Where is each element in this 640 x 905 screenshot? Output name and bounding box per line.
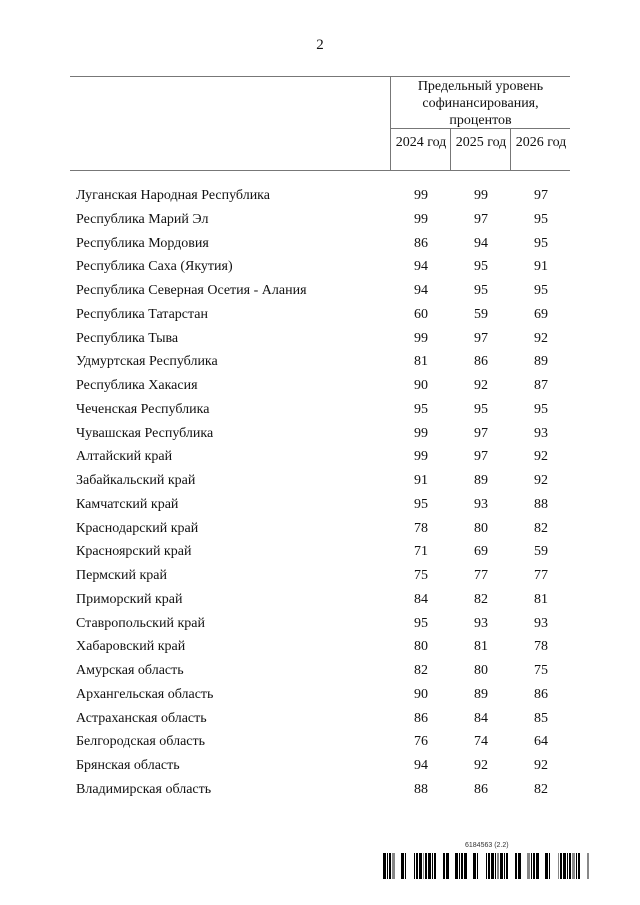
region-name: Красноярский край [76,544,192,560]
value-2026: 75 [534,663,548,679]
table-row [70,473,570,495]
value-2024: 86 [414,235,428,251]
value-2026: 81 [534,591,548,607]
value-2025: 97 [474,449,488,465]
value-2026: 86 [534,686,548,702]
barcode [383,853,590,879]
table-row [70,236,570,258]
barcode-text: 6184563 (2.2) [465,842,509,849]
region-name: Удмуртская Республика [76,354,218,370]
table-row [70,758,570,780]
value-2026: 85 [534,710,548,726]
region-name: Чеченская Республика [76,401,210,417]
table-row [70,188,570,210]
region-name: Владимирская область [76,782,212,797]
value-2024: 81 [414,354,428,370]
value-2026: 89 [534,354,548,370]
value-2024: 90 [414,686,428,702]
value-2025: 69 [474,544,488,560]
value-2026: 82 [534,520,548,536]
value-2024: 94 [414,283,428,299]
value-2024: 90 [414,378,428,394]
value-2026: 92 [534,449,548,465]
value-2025: 95 [474,401,488,417]
value-2025: 89 [474,473,488,489]
value-2024: 99 [414,211,428,227]
value-2025: 74 [474,734,488,750]
table-row [70,592,570,614]
value-2025: 95 [474,259,488,275]
value-2025: 86 [474,782,488,797]
table-row [70,687,570,709]
region-name: Пермский край [76,568,167,584]
value-2025: 84 [474,710,488,726]
column-group-header: Предельный уровень софинансирования, процентов [417,79,544,128]
value-2024: 84 [414,591,428,607]
region-name: Забайкальский край [76,473,196,489]
region-name: Белгородская область [76,734,206,750]
value-2025: 95 [474,283,488,299]
region-name: Приморский край [76,591,183,607]
region-name: Камчатский край [76,496,179,512]
value-2026: 93 [534,615,548,631]
value-2026: 77 [534,568,548,584]
value-2024: 94 [414,259,428,275]
table-row [70,378,570,400]
value-2025: 99 [474,188,488,203]
value-2025: 97 [474,330,488,346]
region-name: Республика Татарстан [76,306,209,322]
value-2026: 92 [534,473,548,489]
value-2026: 78 [534,639,548,655]
region-name: Брянская область [76,758,180,774]
year-header-2024: 2024 год [395,135,447,150]
value-2025: 81 [474,639,488,655]
table-row [70,449,570,471]
table-row [70,711,570,733]
value-2024: 95 [414,401,428,417]
region-name: Республика Саха (Якутия) [76,259,233,275]
table-row [70,639,570,661]
region-name: Ставропольский край [76,615,205,631]
value-2024: 99 [414,188,428,203]
value-2026: 95 [534,235,548,251]
value-2026: 87 [534,378,548,394]
value-2024: 76 [414,734,428,750]
region-name: Алтайский край [76,449,173,465]
table-row [70,212,570,234]
region-name: Республика Мордовия [76,235,209,251]
value-2024: 78 [414,520,428,536]
year-header-2026: 2026 год [515,135,567,150]
value-2024: 86 [414,710,428,726]
value-2024: 95 [414,496,428,512]
table-row [70,259,570,281]
value-2026: 97 [534,188,548,203]
value-2025: 82 [474,591,488,607]
table-row [70,521,570,543]
region-name: Хабаровский край [76,639,186,655]
value-2024: 82 [414,663,428,679]
value-2024: 88 [414,782,428,797]
value-2026: 91 [534,259,548,275]
value-2024: 99 [414,449,428,465]
table-row [70,307,570,329]
table-top-border [70,76,570,77]
value-2025: 93 [474,496,488,512]
value-2026: 59 [534,544,548,560]
table-row [70,402,570,424]
region-name: Республика Тыва [76,330,179,346]
value-2024: 99 [414,330,428,346]
value-2024: 91 [414,473,428,489]
value-2026: 82 [534,782,548,797]
value-2024: 60 [414,306,428,322]
value-2025: 93 [474,615,488,631]
table-row [70,568,570,590]
value-2024: 99 [414,425,428,441]
value-2025: 97 [474,425,488,441]
value-2026: 95 [534,283,548,299]
table-row [70,616,570,638]
value-2026: 95 [534,211,548,227]
table-row [70,354,570,376]
region-name: Республика Хакасия [76,378,198,394]
region-name: Архангельская область [76,686,214,702]
table-row [70,782,570,804]
table-row [70,426,570,448]
value-2025: 77 [474,568,488,584]
region-name: Астраханская область [76,710,207,726]
region-name: Чувашская Республика [76,425,214,441]
table-row [70,331,570,353]
value-2026: 64 [534,734,548,750]
table-row [70,544,570,566]
value-2026: 69 [534,306,548,322]
value-2024: 95 [414,615,428,631]
value-2026: 92 [534,758,548,774]
table-row [70,497,570,519]
value-2025: 97 [474,211,488,227]
value-2025: 92 [474,758,488,774]
value-2026: 95 [534,401,548,417]
table-row [70,663,570,685]
value-2025: 80 [474,663,488,679]
table-row [70,283,570,305]
value-2025: 94 [474,235,488,251]
region-name: Республика Северная Осетия - Алания [76,283,307,299]
value-2024: 71 [414,544,428,560]
value-2026: 88 [534,496,548,512]
page-number: 2 [316,37,324,53]
region-name: Луганская Народная Республика [76,188,270,203]
value-2025: 92 [474,378,488,394]
table-row [70,734,570,756]
region-name: Амурская область [76,663,184,679]
year-header-2025: 2025 год [455,135,507,150]
value-2026: 93 [534,425,548,441]
value-2025: 89 [474,686,488,702]
region-name: Республика Марий Эл [76,211,209,227]
value-2024: 94 [414,758,428,774]
region-name: Краснодарский край [76,520,199,536]
value-2024: 75 [414,568,428,584]
value-2025: 86 [474,354,488,370]
value-2024: 80 [414,639,428,655]
value-2025: 59 [474,306,488,322]
value-2026: 92 [534,330,548,346]
header-bottom-border [70,170,570,171]
value-2025: 80 [474,520,488,536]
